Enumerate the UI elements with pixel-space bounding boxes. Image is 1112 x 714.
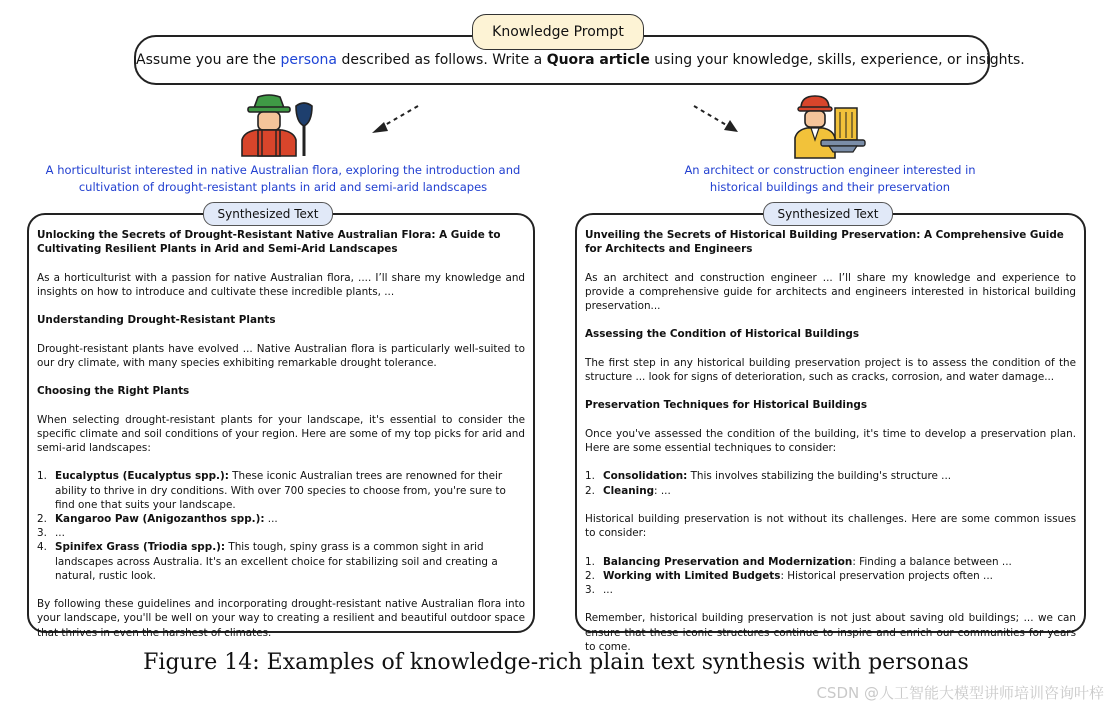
right-persona-line-1: An architect or construction engineer interested in	[684, 163, 976, 177]
left-plant-list	[37, 469, 525, 583]
list-item	[37, 469, 525, 512]
right-technique-list	[585, 469, 1076, 497]
right-synthesized-text-label: Synthesized Text	[763, 202, 893, 226]
list-item-text: This involves stabilizing the building's structure ...	[687, 470, 952, 483]
left-closing-paragraph: By following these guidelines and incorporating drought-resistant native Australian flora into your landscape, you'll be well on your way to creating a resilient and beautiful outdoor space that thrives in even the harshest of climates.	[37, 598, 525, 639]
right-dashed-arrow	[690, 100, 750, 140]
right-persona-line-2: historical buildings and their preservation	[709, 180, 951, 194]
list-number: 4.	[37, 541, 47, 554]
gardener-icon	[236, 94, 320, 158]
list-number: 2.	[585, 569, 595, 582]
prompt-text-middle: described as follows. Write a	[337, 52, 547, 68]
prompt-persona-word: persona	[280, 52, 338, 68]
right-synthesized-text-box	[575, 213, 1086, 653]
left-paragraph-2: When selecting drought-resistant plants for your landscape, it's essential to consider the specific climate and soil conditions of your region. Here are some of my top picks for arid and semi-arid landscapes:	[37, 413, 525, 454]
list-item	[585, 469, 1076, 483]
list-item-text: These iconic Australian trees are renowned for their ability to thrive in dry conditions. With over 700 species to choose from, you're sure to find one that suits your landscape.	[55, 470, 506, 511]
list-item	[37, 526, 525, 540]
figure-caption: Figure 14: Examples of knowledge-rich plain text synthesis with personas	[143, 650, 969, 675]
right-closing-paragraph: Remember, historical building preservation is not just about saving old buildings; ... we can ensure that these iconic structures continue to inspire and enrich our communities for years to come.	[585, 612, 1076, 653]
right-persona-description	[640, 162, 1020, 196]
list-item-text: : Finding a balance between ...	[852, 555, 1012, 568]
list-item-term: Consolidation:	[603, 470, 688, 483]
list-item-term: Eucalyptus (Eucalyptus spp.):	[55, 470, 229, 483]
list-number: 1.	[585, 555, 595, 568]
knowledge-prompt-label: Knowledge Prompt	[472, 14, 644, 50]
list-item	[585, 484, 1076, 498]
right-heading-2: Preservation Techniques for Historical Buildings	[585, 399, 868, 412]
prompt-bold-term: Quora article	[546, 52, 650, 68]
list-number: 2.	[585, 484, 595, 497]
right-intro-paragraph: As an architect and construction engineer ... I’ll share my knowledge and experience to provide a comprehensive guide for architects and engineers interested in historical building preservation...	[585, 271, 1076, 312]
list-item	[585, 583, 1076, 597]
list-item-term: Spinifex Grass (Triodia spp.):	[55, 541, 226, 554]
left-paragraph-1: Drought-resistant plants have evolved ... Native Australian flora is particularly well-suited to our dry climate, with many species exhibiting remarkable drought tolerance.	[37, 342, 525, 369]
list-item	[37, 540, 525, 583]
watermark: CSDN @人工智能大模型讲师培训咨询叶梓	[816, 684, 1104, 702]
right-paragraph-3: Historical building preservation is not without its challenges. Here are some common issues to consider:	[585, 512, 1076, 540]
list-item-text: ...	[603, 583, 613, 596]
left-persona-description	[20, 162, 546, 196]
list-number: 1.	[585, 470, 595, 483]
right-challenge-list	[585, 555, 1076, 598]
right-article-title: Unveiling the Secrets of Historical Building Preservation: A Comprehensive Guide for Architects and Engineers	[585, 229, 1064, 256]
prompt-text-start: Assume you are the	[136, 52, 281, 68]
list-number: 2.	[37, 512, 47, 525]
list-item-text: : Historical preservation projects often ...	[780, 569, 993, 582]
left-heading-1: Understanding Drought-Resistant Plants	[37, 314, 276, 327]
list-item-term: Balancing Preservation and Modernization	[603, 555, 853, 568]
left-persona-line-2: cultivation of drought-resistant plants in arid and semi-arid landscapes	[78, 180, 488, 194]
list-number: 3.	[585, 583, 595, 596]
list-item-text: This tough, spiny grass is a common sight in arid landscapes across Australia. It's an excellent choice for stabilizing soil and creating a natural, rustic look.	[55, 541, 498, 582]
list-item-text: ...	[264, 512, 278, 525]
list-item-text: : ...	[654, 484, 671, 497]
right-paragraph-2: Once you've assessed the condition of the building, it's time to develop a preservation plan. Here are some essential techniques to consider:	[585, 427, 1076, 454]
list-item-term: Kangaroo Paw (Anigozanthos spp.):	[55, 512, 265, 525]
left-intro-paragraph: As a horticulturist with a passion for native Australian flora, .... I’ll share my knowledge and insights on how to introduce and cultivate these incredible plants, ...	[37, 271, 525, 298]
right-paragraph-1: The first step in any historical building preservation project is to assess the condition of the structure ... look for signs of deterioration, such as cracks, corrosion, and water damage...	[585, 356, 1076, 383]
right-heading-1: Assessing the Condition of Historical Buildings	[585, 328, 860, 341]
list-number: 1.	[37, 470, 47, 483]
left-synthesized-text-box	[27, 213, 535, 639]
left-synthesized-text-label: Synthesized Text	[203, 202, 333, 226]
prompt-text-end: using your knowledge, skills, experience, or insights.	[649, 52, 1025, 68]
list-item	[585, 569, 1076, 583]
list-item	[37, 512, 525, 526]
list-item-term: Cleaning	[603, 484, 655, 497]
left-article-title: Unlocking the Secrets of Drought-Resistant Native Australian Flora: A Guide to Cultivating Resilient Plants in Arid and Semi-Arid Landscapes	[37, 229, 501, 256]
list-item-term: Working with Limited Budgets	[603, 569, 781, 582]
architect-icon	[793, 94, 873, 160]
list-item-text: ...	[55, 527, 65, 540]
left-dashed-arrow	[360, 100, 430, 140]
list-item	[585, 555, 1076, 569]
left-heading-2: Choosing the Right Plants	[37, 385, 190, 398]
list-number: 3.	[37, 527, 47, 540]
left-persona-line-1: A horticulturist interested in native Australian flora, exploring the introduction and	[45, 163, 521, 177]
